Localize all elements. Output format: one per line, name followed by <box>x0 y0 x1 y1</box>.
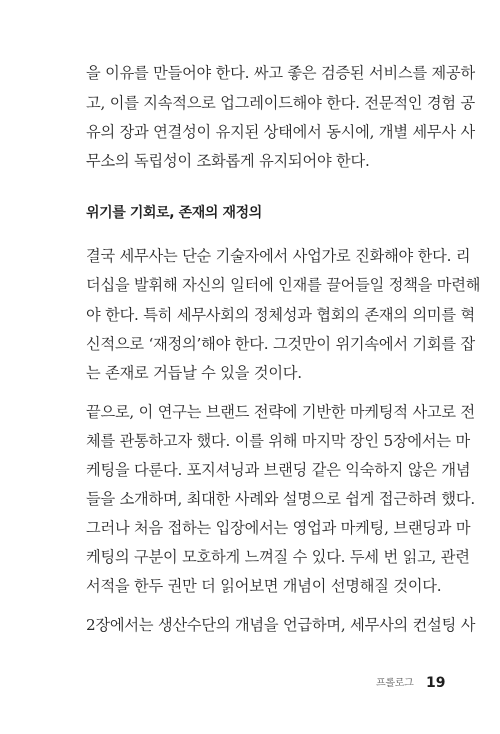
paragraph-1-line-1: 을 이유를 만들어야 한다. 싸고 좋은 검증된 서비스를 제공하 <box>86 64 475 82</box>
section-heading: 위기를 기회로, 존재의 재정의 <box>86 205 262 221</box>
running-footer-chapter: 프롤로그 <box>376 678 414 689</box>
paragraph-3-line-2: 체를 관통하고자 했다. 이를 위해 마지막 장인 5장에서는 마 <box>86 432 470 450</box>
paragraph-3-line-3: 케팅을 다룬다. 포지셔닝과 브랜딩 같은 익숙하지 않은 개념 <box>86 461 471 479</box>
paragraph-2-line-1: 결국 세무사는 단순 기술자에서 사업가로 진화해야 한다. 리 <box>86 247 471 265</box>
paragraph-1-line-2: 고, 이를 지속적으로 업그레이드해야 한다. 전문적인 경험 공 <box>86 94 475 112</box>
paragraph-3-line-5: 그러나 처음 접하는 입장에서는 영업과 마케팅, 브랜딩과 마 <box>86 519 471 537</box>
paragraph-3-line-4: 들을 소개하며, 최대한 사례와 설명으로 쉽게 접근하려 했다. <box>86 490 475 508</box>
paragraph-2-line-4: 신적으로 ‘재정의’해야 한다. 그것만이 위기속에서 기회를 잡 <box>86 335 475 353</box>
paragraph-4-line-1: 2장에서는 생산수단의 개념을 언급하며, 세무사의 컨설팅 사 <box>86 616 476 634</box>
paragraph-1-line-4: 무소의 독립성이 조화롭게 유지되어야 한다. <box>86 152 370 170</box>
paragraph-2-line-5: 는 존재로 거듭날 수 있을 것이다. <box>86 364 302 382</box>
paragraph-3-line-6: 케팅의 구분이 모호하게 느껴질 수 있다. 두세 번 읽고, 관련 <box>86 548 470 566</box>
page-number: 19 <box>426 675 446 691</box>
paragraph-3-line-7: 서적을 한두 권만 더 읽어보면 개념이 선명해질 것이다. <box>86 577 442 595</box>
paragraph-2-line-3: 야 한다. 특히 세무사회의 정체성과 협회의 존재의 의미를 혁 <box>86 306 475 324</box>
paragraph-1-line-3: 유의 장과 연결성이 유지된 상태에서 동시에, 개별 세무사 사 <box>86 123 475 141</box>
paragraph-3-line-1: 끝으로, 이 연구는 브랜드 전략에 기반한 마케팅적 사고로 전 <box>86 403 475 421</box>
paragraph-2-line-2: 더십을 발휘해 자신의 일터에 인재를 끌어들일 정책을 마련해 <box>86 276 481 294</box>
